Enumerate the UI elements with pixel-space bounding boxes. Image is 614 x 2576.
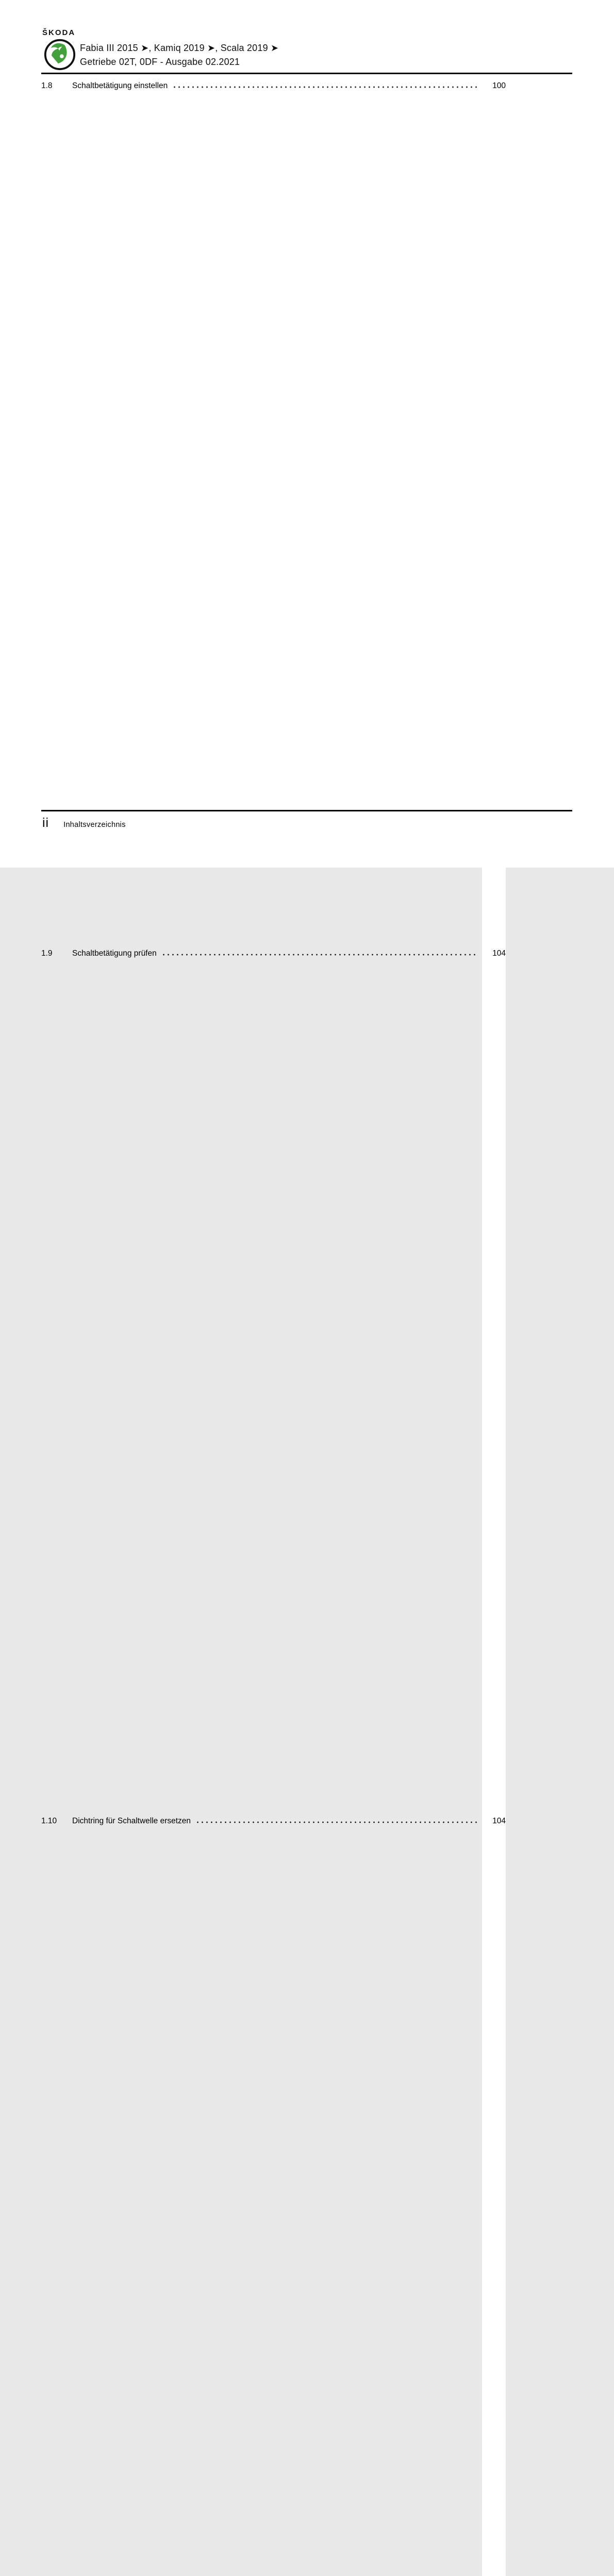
toc-entry-number: 1.9 [41, 949, 53, 958]
toc-entry-number: 1.8 [41, 81, 53, 90]
dot-leader [161, 949, 478, 956]
toc-entry [41, 1815, 506, 2576]
header-divider [41, 73, 572, 74]
toc-list [41, 80, 506, 2576]
toc-entry-number: 1.10 [41, 1817, 57, 1825]
header-models-line: Fabia III 2015 ➤, Kamiq 2019 ➤, Scala 2019 ➤ [80, 43, 279, 53]
footer [42, 816, 126, 831]
header-subtitle-line: Getriebe 02T, 0DF - Ausgabe 02.2021 [80, 57, 240, 67]
toc-entry-page: 100 [482, 80, 506, 947]
skoda-wordmark: ŠKODA [42, 28, 76, 37]
dot-leader [172, 81, 478, 88]
toc-entry-title: Dichtring für Schaltwelle ersetzen [72, 1817, 191, 1825]
toc-entry-page: 104 [482, 1815, 506, 2576]
dot-leader [195, 1817, 478, 1823]
toc-entry-title: Schaltbetätigung einstellen [72, 81, 168, 90]
toc-entry [41, 947, 506, 1815]
footer-divider [41, 810, 572, 811]
footer-page-number: ii [42, 816, 49, 830]
toc-entry-title: Schaltbetätigung prüfen [72, 949, 157, 958]
header-text-block [80, 41, 278, 69]
toc-entry-page: 104 [482, 947, 506, 1815]
footer-section-label: Inhaltsverzeichnis [63, 821, 126, 829]
